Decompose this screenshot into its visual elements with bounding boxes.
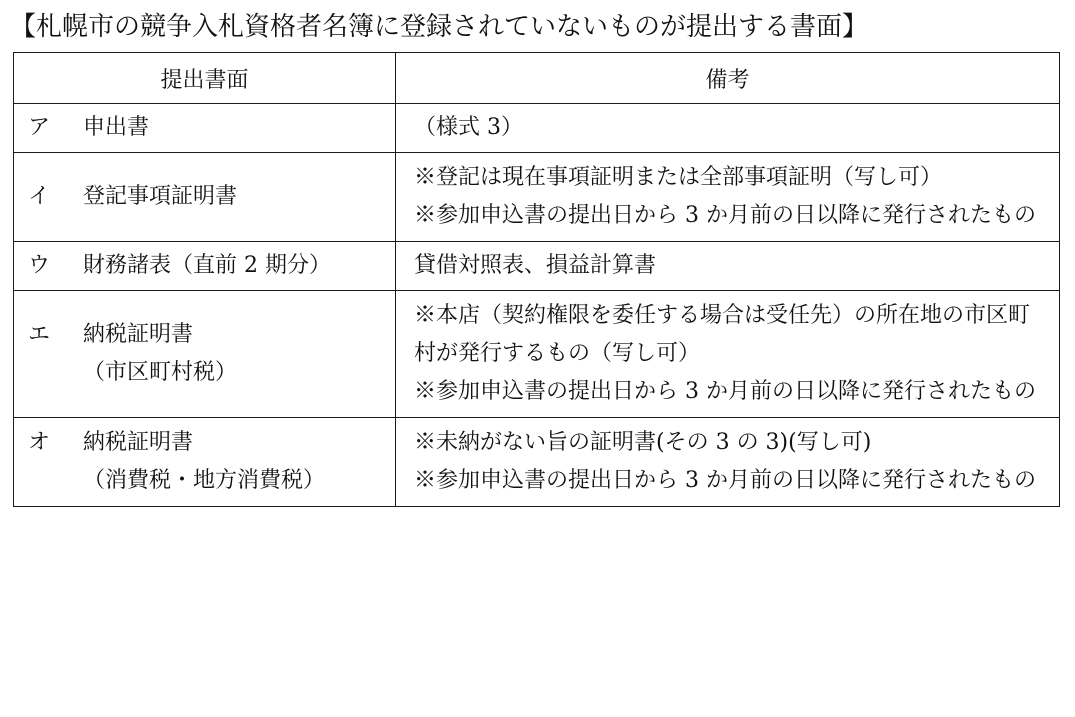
row-mark: エ — [28, 322, 51, 347]
document-name-sub: （消費税・地方消費税） — [83, 468, 326, 493]
table-header-row — [14, 53, 1060, 104]
column-header-documents: 提出書面 — [14, 53, 396, 104]
document-name: 納税証明書 — [83, 430, 194, 455]
table-row — [14, 104, 1060, 153]
document-cell — [14, 291, 396, 418]
document-title: 【札幌市の競争入札資格者名簿に登録されていないものが提出する書面】 — [10, 12, 869, 42]
document-cell — [14, 153, 396, 242]
row-mark: イ — [28, 184, 51, 209]
document-name-sub: （市区町村税） — [83, 360, 238, 385]
remark-text: （様式 3） — [414, 115, 523, 140]
remark-text: ※登記は現在事項証明または全部事項証明（写し可） — [414, 165, 943, 190]
row-mark: オ — [28, 430, 51, 455]
row-mark: ウ — [28, 253, 51, 278]
table-row — [14, 242, 1060, 291]
table-row — [14, 291, 1060, 418]
remark-text: ※未納がない旨の証明書(その 3 の 3)(写し可) — [414, 430, 872, 455]
remarks-cell — [396, 153, 1060, 242]
document-name: 納税証明書 — [83, 322, 194, 347]
row-mark: ア — [28, 115, 51, 140]
remarks-cell — [396, 291, 1060, 418]
document-cell — [14, 418, 396, 507]
remarks-cell — [396, 104, 1060, 153]
document-name: 登記事項証明書 — [83, 184, 238, 209]
column-header-remarks: 備考 — [396, 53, 1060, 104]
remark-text: ※参加申込書の提出日から 3 か月前の日以降に発行されたもの — [414, 468, 1036, 493]
document-cell — [14, 104, 396, 153]
remark-text: 貸借対照表、損益計算書 — [414, 253, 657, 278]
document-name: 申出書 — [83, 115, 150, 140]
remarks-cell — [396, 418, 1060, 507]
remarks-cell — [396, 242, 1060, 291]
table-row — [14, 418, 1060, 507]
table-row — [14, 153, 1060, 242]
remark-text: ※参加申込書の提出日から 3 か月前の日以降に発行されたもの — [414, 203, 1036, 228]
document-name: 財務諸表（直前 2 期分） — [83, 253, 331, 278]
required-documents-table — [13, 52, 1060, 507]
remark-text: ※参加申込書の提出日から 3 か月前の日以降に発行されたもの — [414, 379, 1036, 404]
remark-text: ※本店（契約権限を委任する場合は受任先）の所在地の市区町村が発行するもの（写し可） — [414, 303, 1031, 366]
document-cell — [14, 242, 396, 291]
